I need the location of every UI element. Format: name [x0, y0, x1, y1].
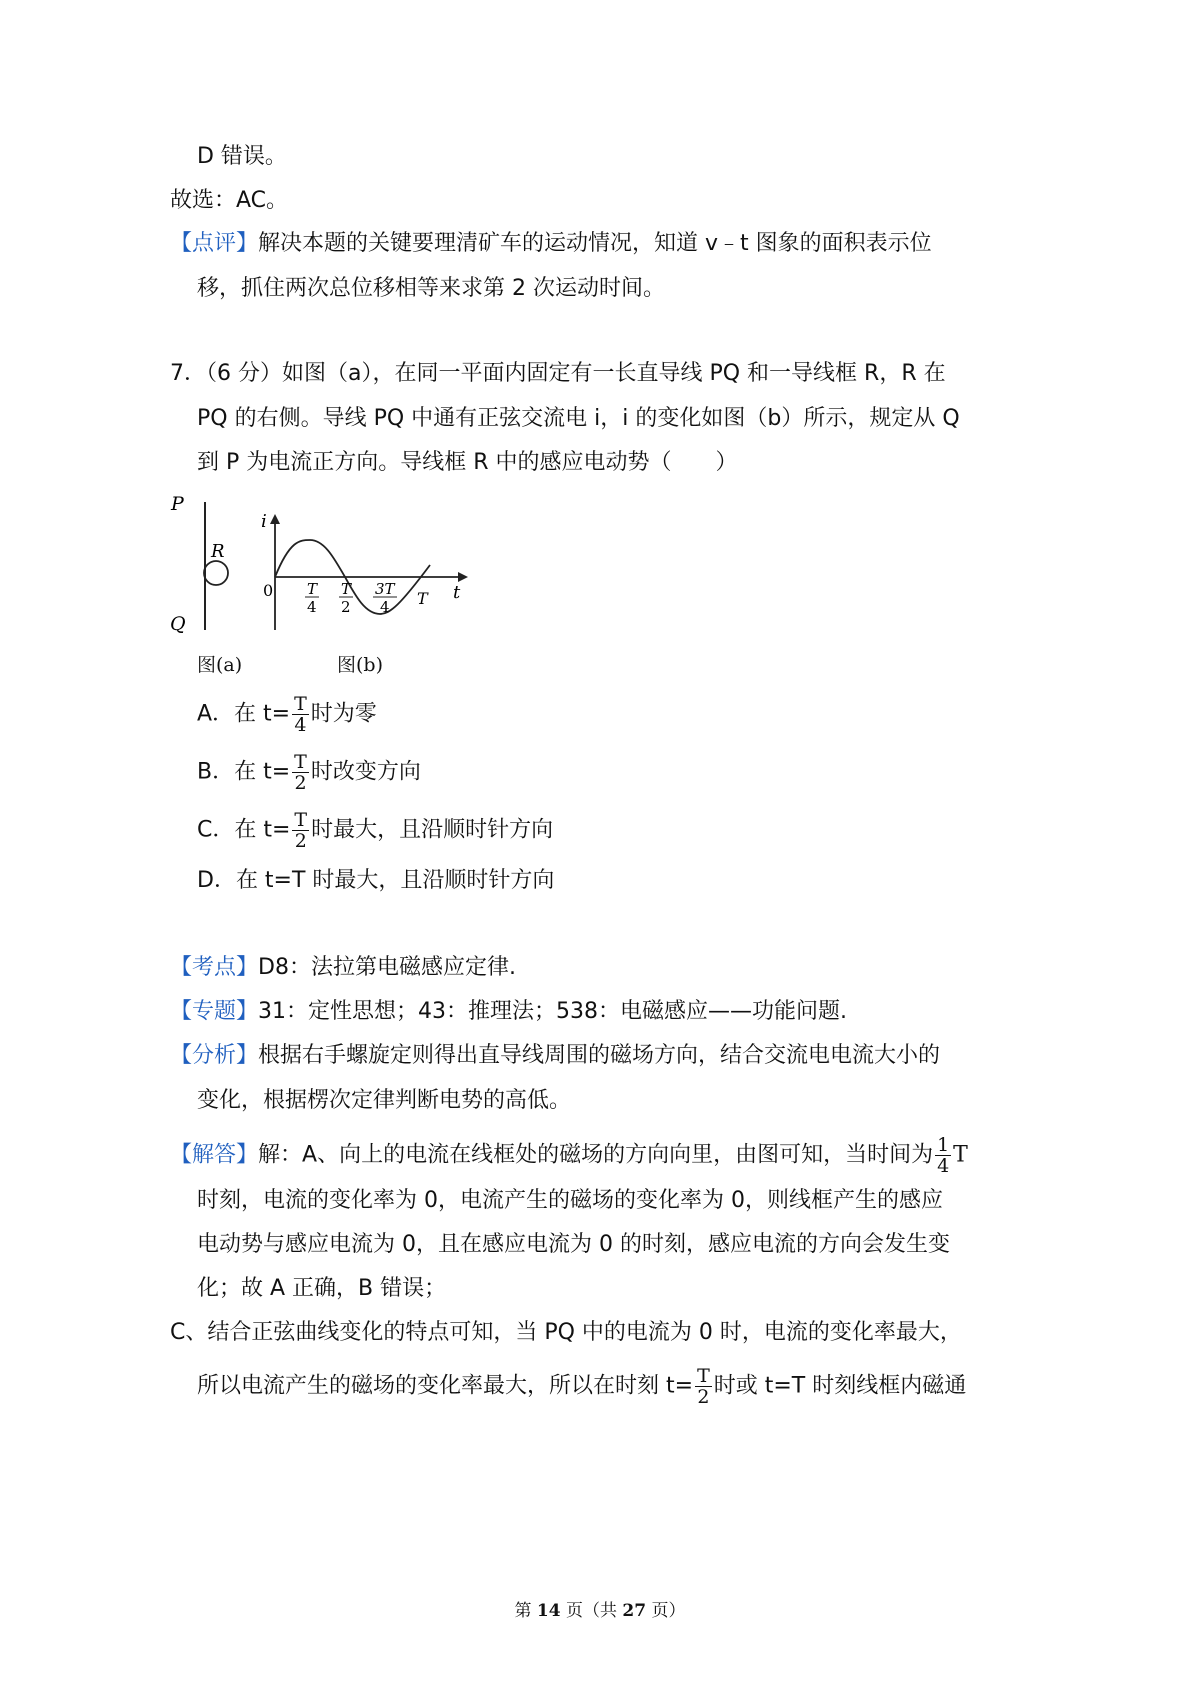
prev-comment: [170, 229, 932, 259]
option-b-num: T: [294, 751, 307, 773]
option-a: [197, 694, 377, 735]
zhuanti-line: [170, 997, 847, 1027]
jieda-text-1: 解：A、向上的电流在线框处的磁场的方向向里，由图可知，当时间为: [258, 1142, 934, 1168]
option-c-num: T: [294, 809, 308, 831]
fenxi-tag: 【分析】: [170, 1043, 259, 1068]
kaodian-tag: 【考点】: [170, 955, 259, 980]
fig-a-loop: [204, 561, 228, 585]
c-fraction-den: 2: [697, 1386, 710, 1408]
question-line-1: 7．（6 分）如图（a），在同一平面内固定有一长直导线 PQ 和一导线框 R，R 在: [170, 361, 946, 386]
fig-a-label-p: P: [171, 493, 184, 515]
kaodian-text: D8：法拉第电磁感应定律.: [258, 955, 516, 980]
option-c: [197, 810, 553, 851]
option-b-fraction: [292, 752, 309, 793]
option-c-den: 2: [294, 830, 307, 852]
option-b-prefix: B．在 t=: [197, 759, 291, 785]
option-a-den: 4: [294, 714, 307, 736]
fig-b-tick-3t4-num: 3T: [375, 580, 395, 598]
footer-suffix: 页）: [646, 1601, 686, 1621]
option-d: D．在 t=T 时最大，且沿顺时针方向: [197, 868, 555, 893]
comment-text-2: 移，抓住两次总位移相等来求第 2 次运动时间。: [197, 276, 665, 301]
footer-prefix: 第: [514, 1601, 537, 1621]
option-b: [197, 752, 421, 793]
comment-text-1: 解决本题的关键要理清矿车的运动情况，知道 v﹣t 图象的面积表示位: [258, 231, 932, 256]
question-line-3: 到 P 为电流正方向。导线框 R 中的感应电动势（ ）: [197, 450, 738, 475]
jieda-line-1: [170, 1135, 968, 1176]
zhuanti-tag: 【专题】: [170, 999, 259, 1024]
c-fraction-num: T: [697, 1365, 710, 1387]
c-fraction: [695, 1366, 712, 1407]
jieda-fraction-den: 4: [937, 1155, 950, 1177]
jieda-fraction-num: 1: [937, 1134, 950, 1156]
option-b-den: 2: [294, 772, 307, 794]
footer-page-number: 14: [536, 1601, 561, 1621]
fig-b-i-arrow: [270, 514, 280, 524]
kaodian-line: [170, 953, 516, 983]
option-c-prefix: C．在 t=: [197, 817, 291, 843]
option-a-fraction: [292, 694, 309, 735]
c-text-2-suffix: 时或 t=T 时刻线框内磁通: [713, 1373, 967, 1399]
page-footer: [0, 1596, 1200, 1621]
fig-a-label-r: R: [211, 541, 225, 562]
jieda-text-4: 化；故 A 正确，B 错误；: [197, 1276, 447, 1301]
option-b-suffix: 时改变方向: [310, 759, 421, 785]
c-text-1: C、结合正弦曲线变化的特点可知，当 PQ 中的电流为 0 时，电流的变化率最大，: [170, 1320, 962, 1345]
figure-caption-a: 图(a): [197, 654, 243, 676]
jieda-text-2: 时刻，电流的变化率为 0，电流产生的磁场的变化率为 0，则线框产生的感应: [197, 1188, 943, 1213]
c-text-2: 所以电流产生的磁场的变化率最大，所以在时刻 t=: [197, 1373, 694, 1399]
fig-b-tick-t2-num: T: [341, 580, 352, 598]
fenxi-line: [170, 1041, 940, 1071]
option-a-num: T: [294, 693, 307, 715]
fig-b-label-t: t: [453, 582, 461, 603]
jieda-text-3: 电动势与感应电流为 0，且在感应电流为 0 的时刻，感应电流的方向会发生变: [197, 1232, 950, 1257]
fig-b-tick-t: T: [417, 589, 428, 608]
fig-b-tick-t4-den: 4: [307, 598, 317, 616]
option-c-suffix: 时最大，且沿顺时针方向: [311, 817, 554, 843]
c-line-2: [197, 1366, 966, 1407]
fig-b-label-i: i: [261, 511, 267, 532]
prev-answer: 故选：AC。: [170, 188, 289, 213]
option-a-suffix: 时为零: [310, 701, 377, 727]
question-line-2: PQ 的右侧。导线 PQ 中通有正弦交流电 i，i 的变化如图（b）所示，规定从 Q: [197, 406, 960, 431]
footer-total-pages: 27: [622, 1601, 647, 1621]
option-c-fraction: [292, 810, 309, 851]
zhuanti-text: 31：定性思想；43：推理法；538：电磁感应——功能问题.: [258, 999, 847, 1024]
fig-b-label-zero: 0: [263, 581, 274, 600]
fig-b-t-arrow: [458, 572, 468, 582]
option-a-prefix: A．在 t=: [197, 701, 291, 727]
prev-line-d: D 错误。: [197, 144, 287, 169]
fig-b-tick-t4-num: T: [307, 580, 318, 598]
jieda-fraction-suffix: T: [953, 1142, 968, 1168]
footer-middle: 页（共: [560, 1601, 623, 1621]
comment-tag: 【点评】: [170, 231, 259, 256]
figure-caption-b: 图(b): [337, 654, 383, 676]
fig-b-tick-3t4-den: 4: [380, 598, 390, 616]
fenxi-text-2: 变化，根据楞次定律判断电势的高低。: [197, 1088, 572, 1113]
fig-a-label-q: Q: [170, 613, 186, 635]
jieda-fraction: [935, 1135, 951, 1176]
fig-b-tick-t2-den: 2: [341, 598, 351, 616]
fenxi-text-1: 根据右手螺旋定则得出直导线周围的磁场方向，结合交流电电流大小的: [258, 1043, 941, 1068]
jieda-tag: 【解答】: [170, 1142, 259, 1168]
